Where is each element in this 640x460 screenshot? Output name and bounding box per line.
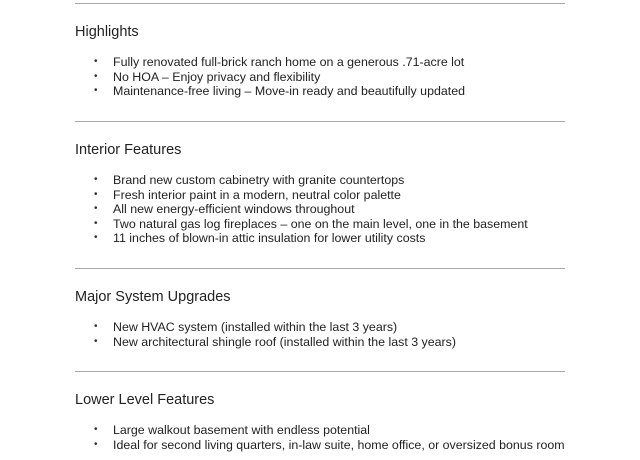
bullet-list [75, 55, 465, 99]
bullet-icon: • [94, 70, 98, 82]
list-item [75, 188, 528, 203]
bullet-list [75, 423, 565, 452]
section-divider [75, 3, 565, 4]
bullet-icon: • [94, 174, 98, 185]
list-item [75, 70, 465, 85]
list-item-text: Ideal for second living quarters, in-law suite, home office, or oversized bonus room [113, 437, 565, 452]
section-divider [75, 371, 565, 372]
bullet-icon: • [94, 188, 98, 200]
list-item [75, 84, 465, 99]
list-item [75, 438, 565, 453]
list-item [75, 335, 456, 350]
bullet-icon: • [94, 424, 98, 435]
list-item-text: No HOA – Enjoy privacy and flexibility [113, 69, 321, 84]
list-item [75, 202, 528, 217]
bullet-icon: • [94, 56, 98, 67]
bullet-list [75, 173, 528, 246]
list-item-text: Large walkout basement with endless potential [113, 423, 370, 437]
bullet-icon: • [94, 438, 98, 450]
list-item-text: Maintenance-free living – Move-in ready and beautifully updated [113, 84, 465, 98]
section-heading: Lower Level Features [75, 392, 215, 408]
list-item [75, 173, 528, 188]
section-heading: Major System Upgrades [75, 289, 231, 305]
list-item-text: New architectural shingle roof (installed within the last 3 years) [113, 334, 456, 349]
list-item [75, 423, 565, 438]
list-item-text: New HVAC system (installed within the last 3 years) [113, 320, 398, 334]
list-item [75, 231, 528, 246]
list-item-text: Two natural gas log fireplaces – one on the main level, one in the basement [113, 216, 528, 231]
section-divider [75, 121, 565, 122]
section-heading: Interior Features [75, 142, 182, 158]
list-item-text: Brand new custom cabinetry with granite countertops [113, 173, 405, 187]
bullet-icon: • [94, 203, 98, 214]
list-item [75, 217, 528, 232]
list-item-text: All new energy-efficient windows throughout [113, 202, 355, 216]
list-item-text: 11 inches of blown-in attic insulation for lower utility costs [113, 231, 426, 245]
bullet-icon: • [94, 85, 98, 96]
bullet-list [75, 320, 456, 349]
list-item-text: Fresh interior paint in a modern, neutral color palette [113, 187, 401, 202]
bullet-icon: • [94, 335, 98, 347]
list-item [75, 55, 465, 70]
section-divider [75, 268, 565, 269]
bullet-icon: • [94, 321, 98, 332]
section-heading: Highlights [75, 24, 139, 40]
list-item [75, 320, 456, 335]
bullet-icon: • [94, 232, 98, 243]
bullet-icon: • [94, 217, 98, 229]
list-item-text: Fully renovated full-brick ranch home on a generous .71-acre lot [113, 55, 465, 69]
